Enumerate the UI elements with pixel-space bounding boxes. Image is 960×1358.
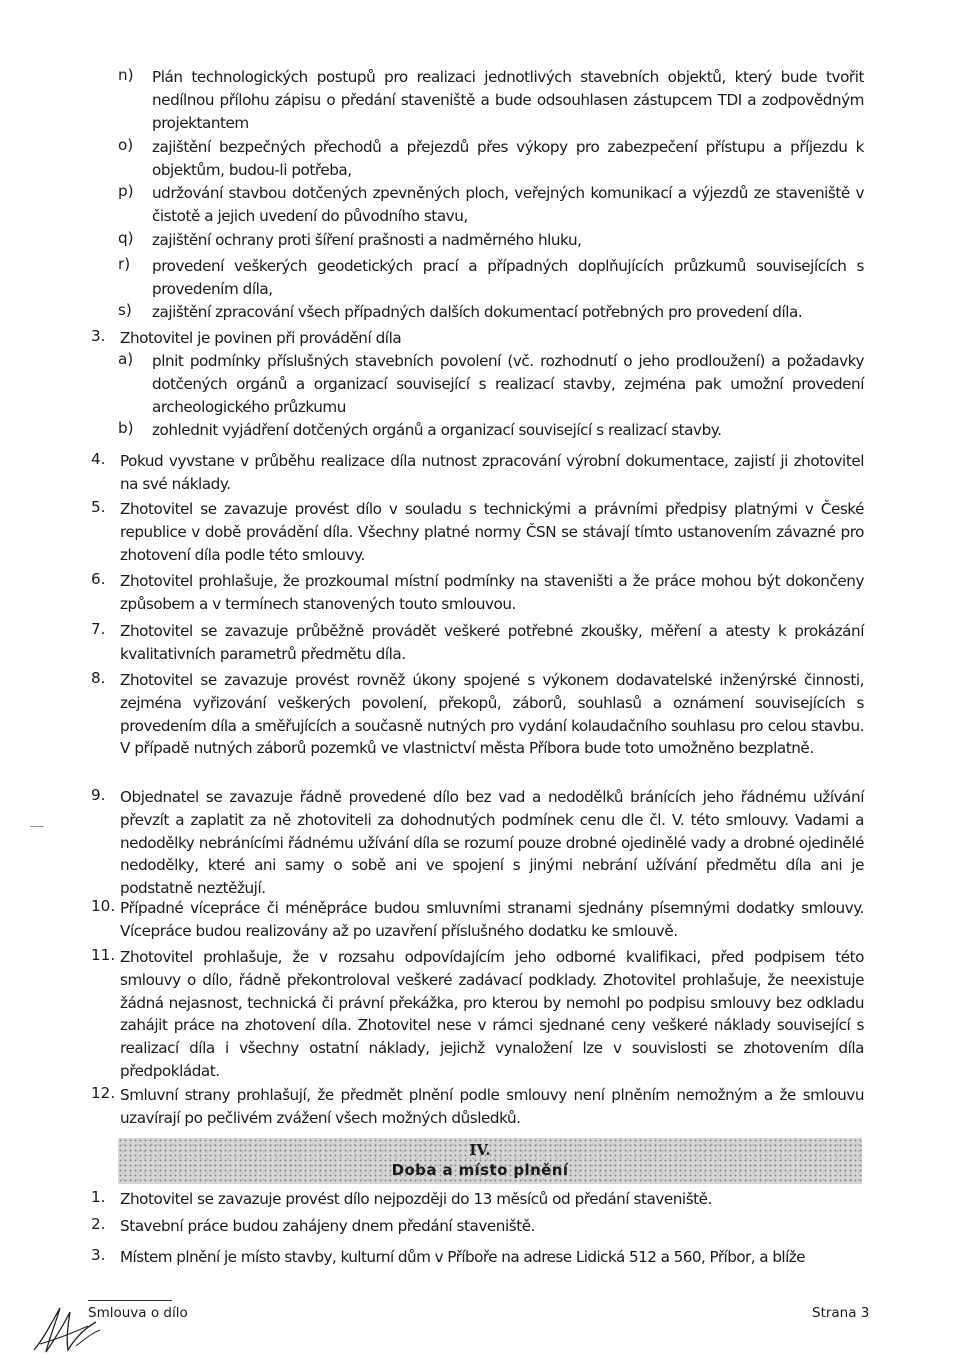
clause-number: 12.	[91, 1084, 116, 1102]
item-text: provedení veškerých geodetických prací a případných doplňujících průzkumů souvisejících s provedením díla,	[152, 257, 864, 298]
clause-number: 5.	[91, 498, 106, 516]
item-text: Plán technologických postupů pro realizaci jednotlivých stavebních objektů, který bude tvořit nedílnou přílohu zápisu o předání staveniště a bude odsouhlasen zástupcem TDI a zodpovědným projektantem	[152, 68, 864, 132]
clause-number: 6.	[91, 570, 106, 588]
item-text: plnit podmínky příslušných stavebních povolení (vč. rozhodnutí o jeho prodloužení) a požadavky dotčených orgánů a organizací související s realizací stavby, zejména pak umožní provedení archeologického průzkumu	[152, 352, 864, 416]
item-marker: s)	[118, 301, 132, 319]
clause-number: 1.	[91, 1188, 106, 1206]
item-marker: n)	[118, 66, 134, 84]
item-text: zajištění bezpečných přechodů a přejezdů přes výkopy pro zabezpečení přístupu a příjezdu k objektům, budou-li potřeba,	[152, 138, 864, 179]
item-marker: p)	[118, 182, 134, 200]
item-text: zajištění ochrany proti šíření prašnosti a nadměrného hluku,	[152, 231, 582, 249]
clause-text: Zhotovitel se zavazuje provést dílo v souladu s technickými a právními předpisy platnými v České republice v době provádění díla. Všechny platné normy ČSN se stávají tímto ustanovením závazné pro zhotovení díla podle této smlouvy.	[120, 500, 864, 564]
clause-number: 3.	[91, 1246, 106, 1264]
item-marker: a)	[118, 350, 134, 368]
clause-text: Pokud vyvstane v průběhu realizace díla nutnost zpracování výrobní dokumentace, zajistí ji zhotovitel na své náklady.	[120, 452, 864, 493]
clause-text: Místem plnění je místo stavby, kulturní dům v Příboře na adrese Lidická 512 a 560, Příbor, a blíže	[120, 1248, 805, 1266]
footer-title: Smlouva o dílo	[88, 1305, 188, 1321]
clause-number: 10.	[91, 897, 116, 915]
clause-text: Zhotovitel se zavazuje průběžně provádět veškeré potřebné zkoušky, měření a atesty k prokázání kvalitativních parametrů předmětu díla.	[120, 622, 864, 663]
clause-number: 2.	[91, 1215, 106, 1233]
item-marker: o)	[118, 136, 134, 154]
item-marker: q)	[118, 229, 134, 247]
item-text: udržování stavbou dotčených zpevněných ploch, veřejných komunikací a výjezdů ze staveniště v čistotě a jejich uvedení do původního stavu,	[152, 184, 864, 225]
clause-text: Zhotovitel prohlašuje, že prozkoumal místní podmínky na staveništi a že práce mohou být dokončeny způsobem a v termínech stanovených touto smlouvou.	[120, 572, 864, 613]
clause-text: Zhotovitel prohlašuje, že v rozsahu odpovídajícím jeho odborné kvalifikaci, před podpisem této smlouvy o dílo, řádně překontroloval veškeré zadávací podklady. Zhotovitel prohlašuje, že neexistuje žádná nejasnost, technická či právní překážka, pro kterou by nemohl po podpisu smlouvy bez odkladu zahájit práce na zhotovení díla. Zhotovitel nese v rámci sjednané ceny veškeré náklady související s realizací díla i všechny ostatní náklady, jejichž vynaložení lze v souvislosti se zhotovením díla předpokládat.	[120, 948, 864, 1080]
signature-icon	[30, 1300, 102, 1356]
item-text: zajištění zpracování všech případných dalších dokumentací potřebných pro provedení díla.	[152, 303, 803, 321]
clause-text: Smluvní strany prohlašují, že předmět plnění podle smlouvy není plněním nemožným a že smlouvu uzavírají po pečlivém zvážení všech možných důsledků.	[120, 1086, 864, 1127]
clause-number: 7.	[91, 620, 106, 638]
clause-number: 4.	[91, 450, 106, 468]
item-marker: b)	[118, 419, 134, 437]
section-title: Doba a místo plnění	[391, 1161, 569, 1179]
clause-text: Zhotovitel je povinen při provádění díla	[120, 329, 402, 347]
page-number: Strana 3	[812, 1305, 870, 1321]
clause-number: 8.	[91, 669, 106, 687]
item-text: zohlednit vyjádření dotčených orgánů a organizací související s realizací stavby.	[152, 421, 722, 439]
clause-number: 9.	[91, 786, 106, 804]
clause-number: 3.	[91, 327, 106, 345]
item-marker: r)	[118, 255, 131, 273]
clause-number: 11.	[91, 946, 116, 964]
clause-text: Objednatel se zavazuje řádně provedené dílo bez vad a nedodělků bránících jeho řádnému užívání převzít a zaplatit za ně zhotoviteli za dohodnutých podmínek cenu dle čl. V. této smlouvy. Vadami a nedodělky nebránícími řádnému užívání díla se rozumí pouze drobné ojedinělé vady a drobné ojedinělé nedodělky, které ani samy o sobě ani ve spojení s jinými nebrání užívání předmětu díla ani je podstatně neztěžují.	[120, 788, 864, 898]
clause-text: Případné vícepráce či méněpráce budou smluvními stranami sjednány písemnými dodatky smlouvy. Vícepráce budou realizovány až po uzavření příslušného dodatku ke smlouvě.	[120, 899, 864, 940]
margin-mark	[30, 826, 44, 827]
clause-text: Zhotovitel se zavazuje provést rovněž úkony spojené s výkonem dodavatelské inženýrské činnosti, zejména vyřizování veškerých povolení, překopů, záborů, souhlasů a oznámení souvisejících s provedením díla a směřujících a současně nutných pro vydání kolaudačního souhlasu pro celou stavbu. V případě nutných záborů pozemků ve vlastnictví města Příbora bude toto umožněno bezplatně.	[120, 671, 864, 758]
section-number: IV.	[469, 1141, 491, 1159]
clause-text: Stavební práce budou zahájeny dnem předání staveniště.	[120, 1217, 535, 1235]
clause-text: Zhotovitel se zavazuje provést dílo nejpozději do 13 měsíců od předání staveniště.	[120, 1190, 712, 1208]
